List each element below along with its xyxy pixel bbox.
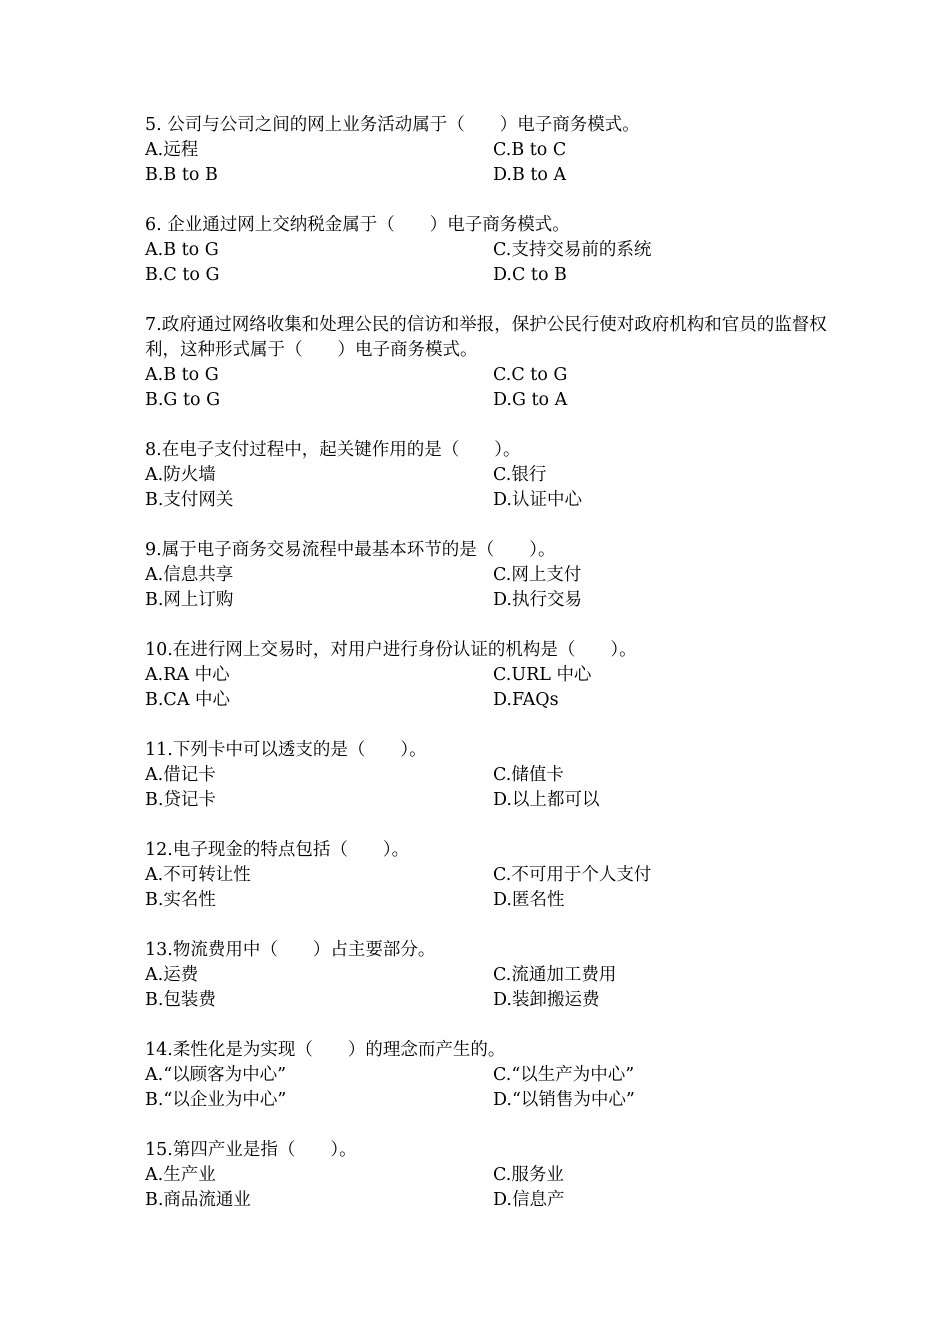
option-d: D.“以销售为中心” (493, 1090, 635, 1110)
question-5 (145, 113, 845, 188)
option-a: A.“以顾客为中心” (145, 1065, 287, 1085)
option-row (145, 663, 845, 688)
question-7 (145, 313, 845, 413)
option-a: A.RA 中心 (145, 665, 230, 685)
option-a: A.B to G (145, 240, 219, 260)
question-text: 9.属于电子商务交易流程中最基本环节的是（ ）。 (145, 540, 556, 560)
question-13 (145, 938, 845, 1013)
option-b: B.CA 中心 (145, 690, 231, 710)
option-row (145, 788, 845, 813)
question-text: 10.在进行网上交易时，对用户进行身份认证的机构是（ ）。 (145, 640, 637, 660)
option-b: B.支付网关 (145, 490, 234, 510)
question-12 (145, 838, 845, 913)
option-d: D.C to B (493, 265, 567, 285)
question-text: 12.电子现金的特点包括（ ）。 (145, 840, 410, 860)
option-a: A.生产业 (145, 1165, 216, 1185)
question-text: 11.下列卡中可以透支的是（ ）。 (145, 740, 427, 760)
option-d: D.G to A (493, 390, 568, 410)
option-row (145, 988, 845, 1013)
question-11 (145, 738, 845, 813)
option-row (145, 388, 845, 413)
question-text: 13.物流费用中（ ）占主要部分。 (145, 940, 436, 960)
option-row (145, 488, 845, 513)
question-14 (145, 1038, 845, 1113)
option-c: C.储值卡 (493, 765, 564, 785)
option-b: B.网上订购 (145, 590, 234, 610)
option-row (145, 1063, 845, 1088)
option-c: C.支持交易前的系统 (493, 240, 652, 260)
question-text: 5. 公司与公司之间的网上业务活动属于（ ）电子商务模式。 (145, 115, 640, 135)
option-c: C.B to C (493, 140, 567, 160)
option-a: A.借记卡 (145, 765, 216, 785)
option-row (145, 138, 845, 163)
option-c: C.服务业 (493, 1165, 564, 1185)
option-row (145, 688, 845, 713)
question-text: 8.在电子支付过程中，起关键作用的是（ ）。 (145, 440, 521, 460)
option-row (145, 1088, 845, 1113)
option-d: D.以上都可以 (493, 790, 600, 810)
option-d: D.装卸搬运费 (493, 990, 600, 1010)
option-b: B.C to G (145, 265, 220, 285)
option-d: D.认证中心 (493, 490, 582, 510)
option-a: A.远程 (145, 140, 199, 160)
option-row (145, 238, 845, 263)
question-list (145, 113, 845, 1238)
option-a: A.防火墙 (145, 465, 216, 485)
option-row (145, 263, 845, 288)
option-row (145, 963, 845, 988)
option-b: B.“以企业为中心” (145, 1090, 287, 1110)
question-10 (145, 638, 845, 713)
option-d: D.FAQs (493, 690, 559, 710)
option-row (145, 888, 845, 913)
question-text: 14.柔性化是为实现（ ）的理念而产生的。 (145, 1040, 506, 1060)
question-6 (145, 213, 845, 288)
option-d: D.信息产 (493, 1190, 565, 1210)
question-15 (145, 1138, 845, 1213)
option-d: D.执行交易 (493, 590, 582, 610)
option-row (145, 763, 845, 788)
option-d: D.B to A (493, 165, 567, 185)
option-b: B.包装费 (145, 990, 216, 1010)
option-b: B.G to G (145, 390, 221, 410)
question-8 (145, 438, 845, 513)
question-9 (145, 538, 845, 613)
option-c: C.URL 中心 (493, 665, 592, 685)
question-text: 6. 企业通过网上交纳税金属于（ ）电子商务模式。 (145, 215, 570, 235)
option-b: B.贷记卡 (145, 790, 216, 810)
option-row (145, 163, 845, 188)
option-b: B.B to B (145, 165, 218, 185)
option-row (145, 363, 845, 388)
question-text: 7.政府通过网络收集和处理公民的信访和举报，保护公民行使对政府机构和官员的监督权利，这种形式属于（ ）电子商务模式。 (145, 315, 827, 360)
option-a: A.B to G (145, 365, 219, 385)
option-b: B.实名性 (145, 890, 216, 910)
question-text: 15.第四产业是指（ ）。 (145, 1140, 357, 1160)
option-c: C.C to G (493, 365, 568, 385)
option-a: A.信息共享 (145, 565, 234, 585)
option-c: C.银行 (493, 465, 547, 485)
option-row (145, 863, 845, 888)
option-c: C.网上支付 (493, 565, 582, 585)
option-row (145, 1163, 845, 1188)
option-row (145, 588, 845, 613)
option-d: D.匿名性 (493, 890, 565, 910)
option-c: C.流通加工费用 (493, 965, 617, 985)
option-row (145, 463, 845, 488)
option-a: A.运费 (145, 965, 199, 985)
option-a: A.不可转让性 (145, 865, 251, 885)
option-b: B.商品流通业 (145, 1190, 251, 1210)
option-row (145, 563, 845, 588)
option-c: C.“以生产为中心” (493, 1065, 635, 1085)
option-c: C.不可用于个人支付 (493, 865, 652, 885)
option-row (145, 1188, 845, 1213)
